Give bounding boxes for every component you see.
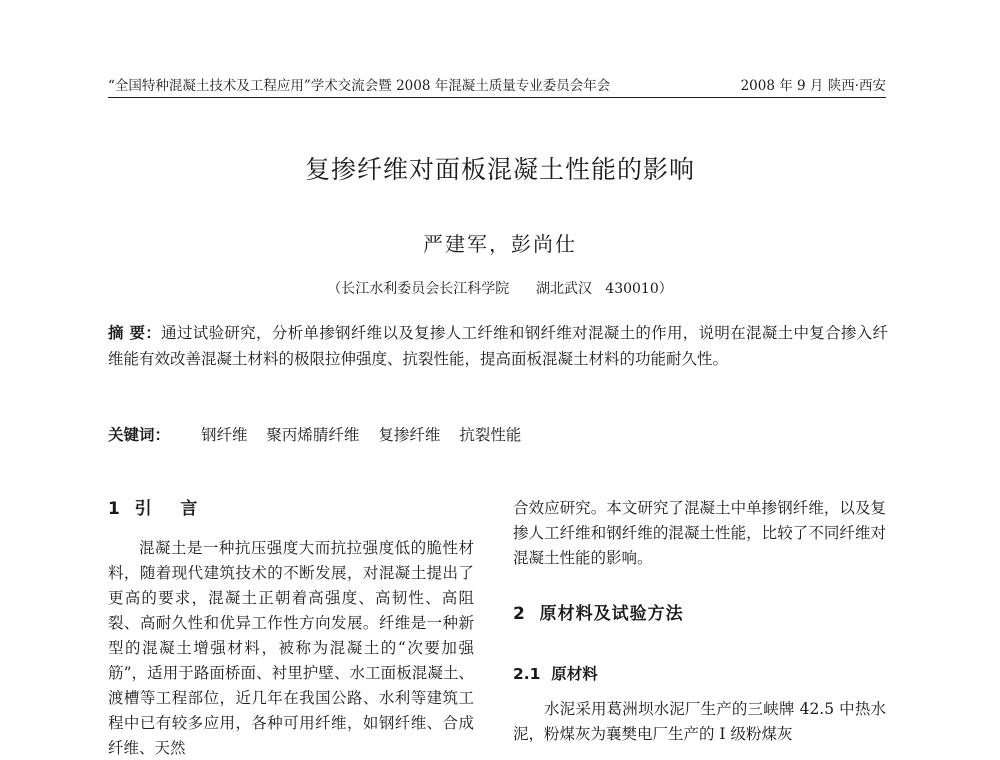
paper-affiliation: （长江水利委员会长江科学院 湖北武汉 430010） [327,281,673,297]
header-rule [108,97,886,98]
paper-authors: 严建军，彭尚仕 [423,232,577,256]
section-heading-materials: 2 原材料及试验方法 [513,604,684,624]
paper-title: 复掺纤维对面板混凝土性能的影响 [304,155,695,184]
keywords [108,422,888,448]
header-conference: “全国特种混凝土技术及工程应用”学术交流会暨 2008 年混凝土质量专业委员会年会 [108,78,611,94]
subsection-heading-raw-materials: 2.1 原材料 [513,665,598,683]
keywords-label: 关键词： [108,426,171,444]
section-heading-introduction: 1 引 言 [108,499,199,519]
keyword-item: 复掺纤维 [378,426,441,444]
abstract-text: 通过试验研究，分析单掺钢纤维以及复掺人工纤维和钢纤维对混凝土的作用，说明在混凝土中复合掺入纤维能有效改善混凝土材料的极限拉伸强度、抗裂性能，提高面板混凝土材料的功能耐久性。 [108,324,888,368]
column-right [513,496,886,747]
running-header [108,76,886,96]
keyword-item: 聚丙烯腈纤维 [266,426,360,444]
introduction-paragraph: 混凝土是一种抗压强度大而抗拉强度低的脆性材料，随着现代建筑技术的不断发展，对混凝土提出了更高的要求，混凝土正朝着高强度、高韧性、高阻裂、高耐久性和优异工作性方向发展。纤维是一种新型的混凝土增强材料，被称为混凝土的“次要加强筋”，适用于路面桥面、衬里护壁、水工面板混凝土、渡槽等工程部位，近几年在我国公路、水利等建筑工程中已有较多应用，各种可用纤维，如钢纤维、合成纤维、天然 [108,539,474,757]
column-left [108,496,474,760]
keyword-item: 钢纤维 [200,426,248,444]
raw-materials-paragraph: 水泥采用葛洲坝水泥厂生产的三峡牌 42.5 中热水泥，粉煤灰为襄樊电厂生产的 I 级粉煤灰 [513,700,886,743]
keyword-item: 抗裂性能 [459,426,522,444]
abstract-label: 摘 要： [108,324,162,342]
header-date-place: 2008 年 9 月 陕西·西安 [740,78,886,94]
abstract [108,320,888,372]
introduction-continuation: 合效应研究。本文研究了混凝土中单掺钢纤维，以及复掺人工纤维和钢纤维的混凝土性能，比较了不同纤维对混凝土性能的影响。 [513,499,886,567]
